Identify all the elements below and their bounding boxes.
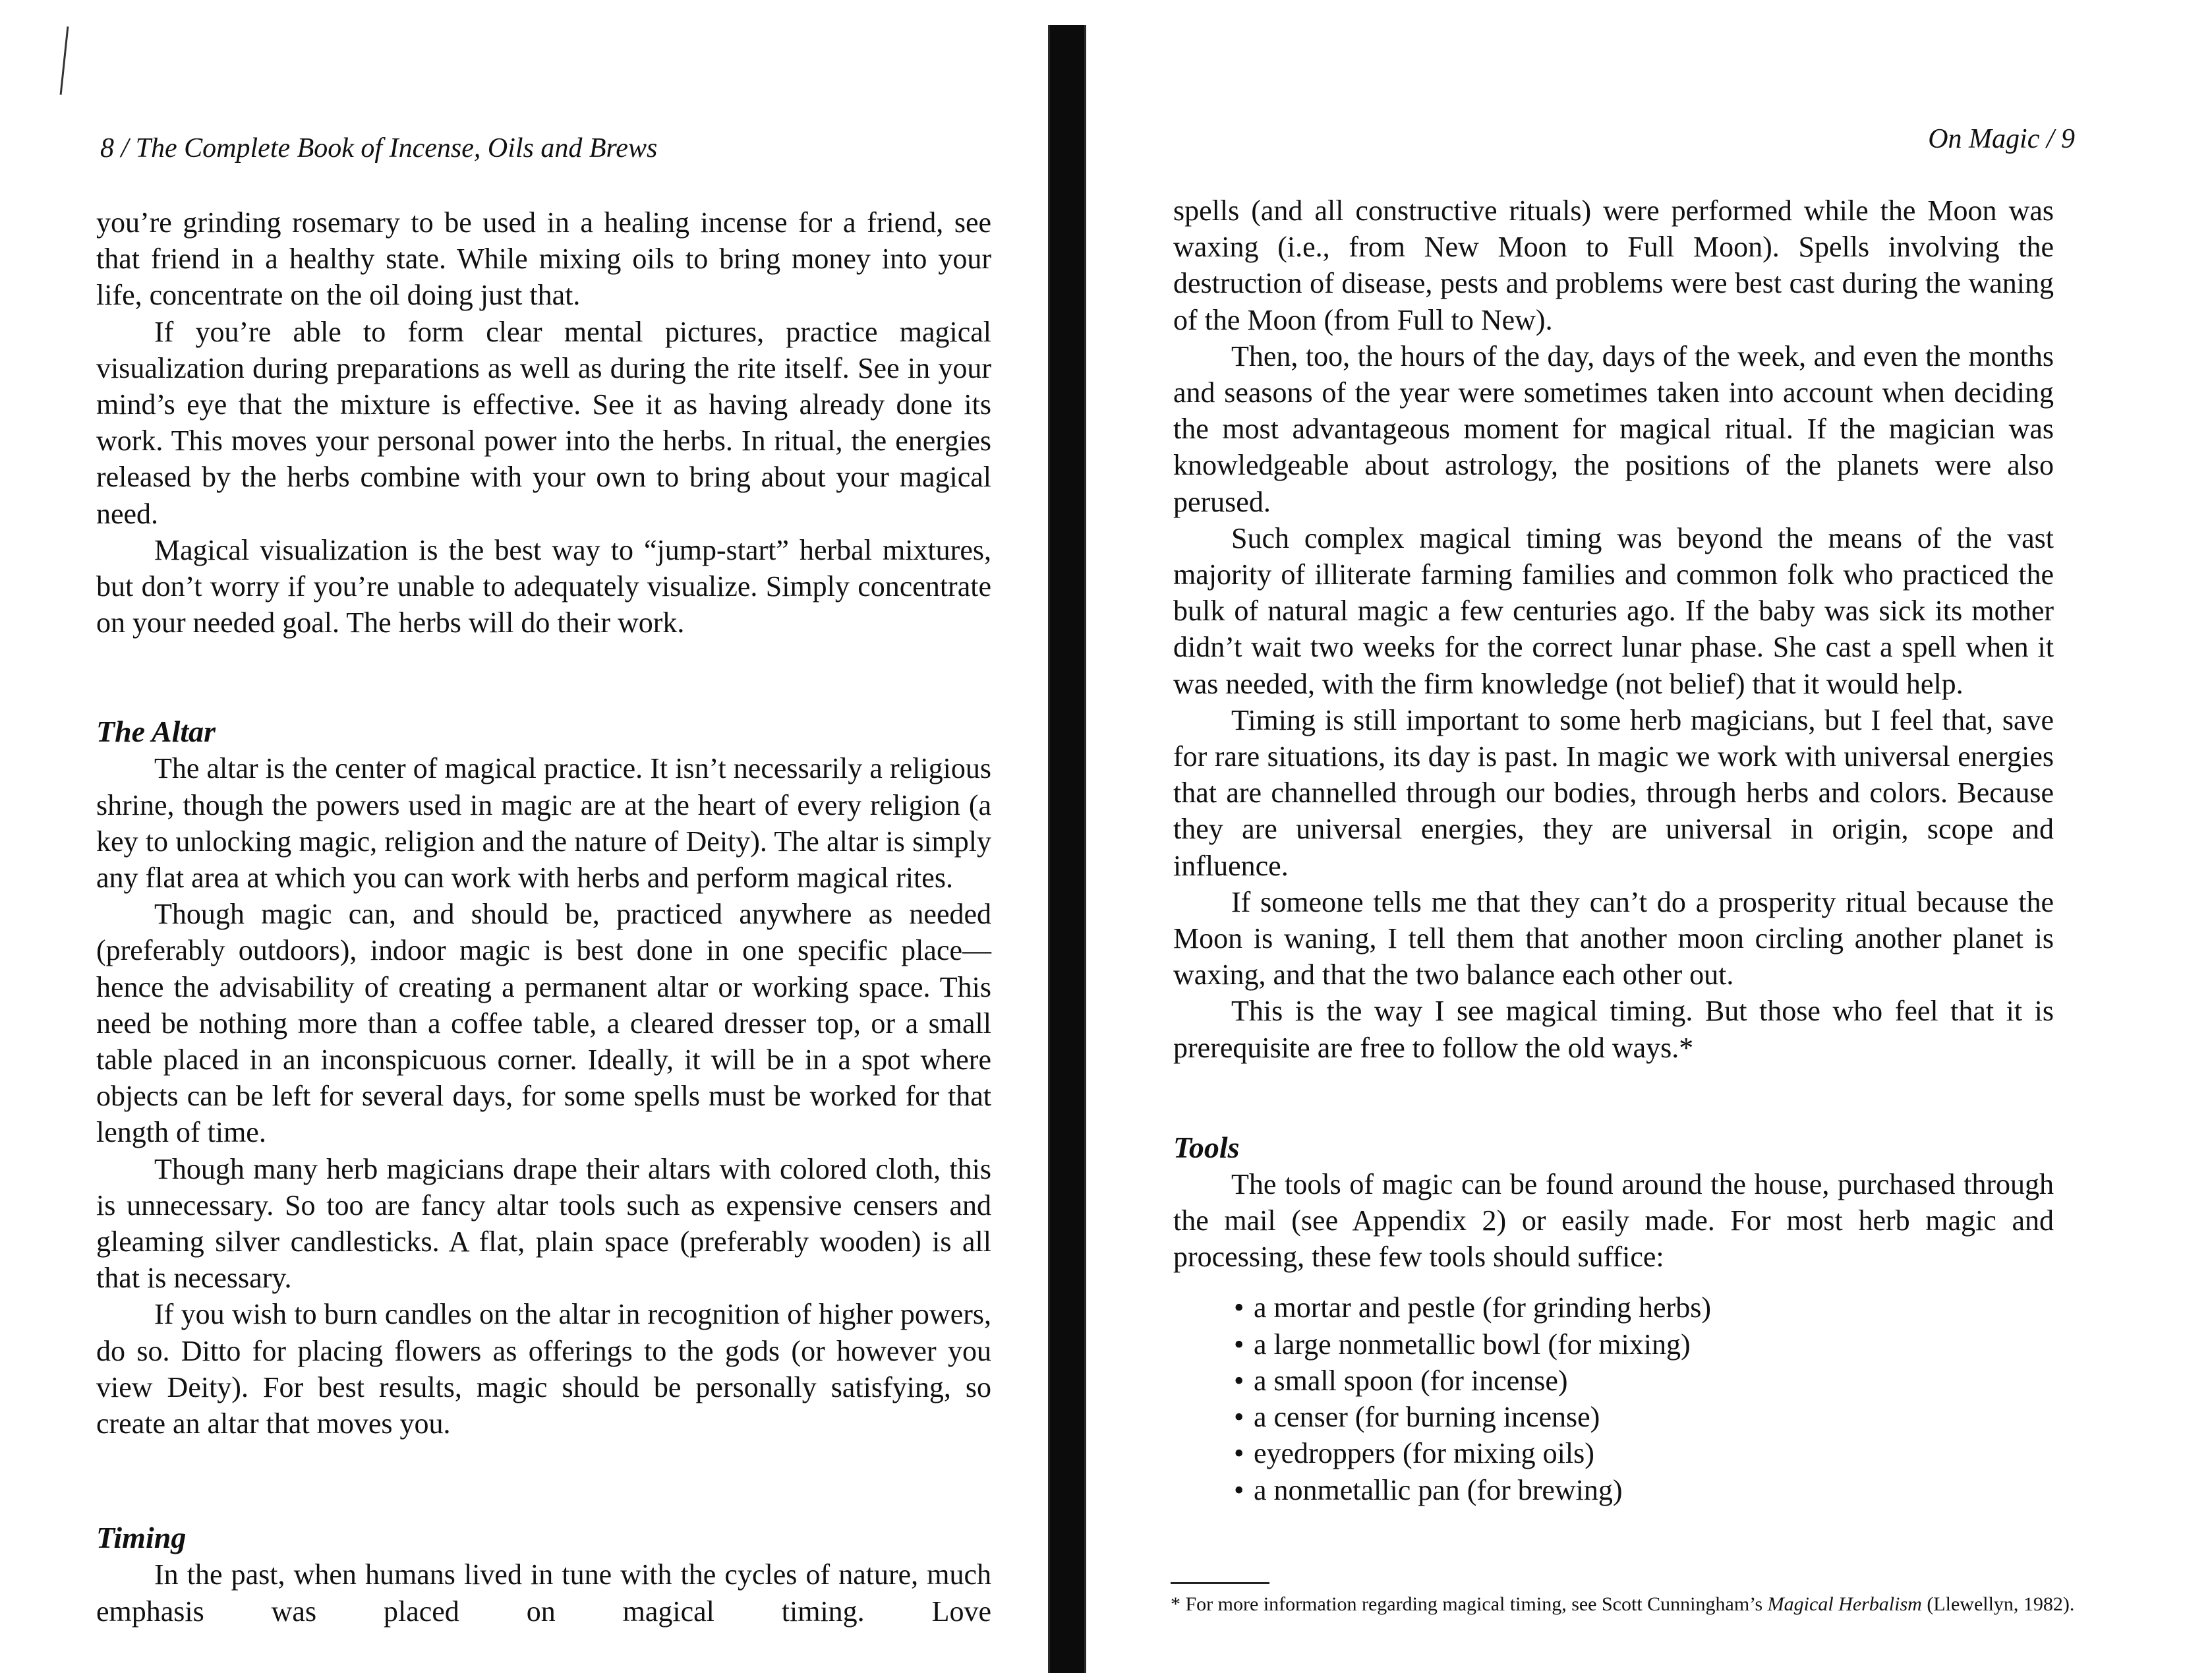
paragraph: Such complex magical timing was beyond the means of the vast majority of illiterate farming families and common folk who practiced the bulk of natural magic a few centuries ago. If the baby was sick its mother didn’t wait two weeks for the correct lunar phase. She cast a spell when it was needed, with the firm knowledge (not belief) that it would help. (1173, 521, 2054, 700)
footnote-rule (1171, 1582, 1269, 1584)
bullet-icon: • (1234, 1401, 1244, 1434)
section-heading-tools: Tools (1173, 1130, 1240, 1164)
list-item: • eyedroppers (for mixing oils) (1234, 1435, 2054, 1471)
paragraph: This is the way I see magical timing. But those who feel that it is prerequisite are free to follow the old ways.* (1173, 995, 2054, 1064)
footnote: * For more information regarding magical timing, see Scott Cunningham’s Magical Herbalism (Llewellyn, 1982). (1171, 1591, 2093, 1618)
list-item: • a large nonmetallic bowl (for mixing) (1234, 1326, 2054, 1363)
paragraph: Then, too, the hours of the day, days of the week, and even the months and seasons of the year were sometimes taken into account when deciding the most advantageous moment for magical ritual. If the magician was knowledgeable about astrology, the positions of the planets were also perused. (1173, 339, 2054, 518)
paragraph: If someone tells me that they can’t do a prosperity ritual because the Moon is waning, I tell them that another moon circling another planet is waxing, and that the two balance each other out. (1173, 885, 2054, 991)
left-running-header: 8 / The Complete Book of Incense, Oils and Brews (100, 133, 658, 163)
left-page (0, 0, 1055, 1677)
bullet-icon: • (1234, 1328, 1244, 1361)
paragraph: The tools of magic can be found around the house, purchased through the mail (see Appendix 2) or easily made. For most herb magic and processing, these few tools should suffice: (1173, 1167, 2054, 1274)
paragraph: Timing is still important to some herb magicians, but I feel that, save for rare situations, its day is past. In magic we work with universal energies that are channelled through our bodies, through herbs and colors. Because they are universal energies, they are universal in origin, scope and influence. (1173, 703, 2054, 882)
paragraph: Magical visualization is the best way to “jump-start” herbal mixtures, but don’t worry if you’re unable to adequately visualize. Simply concentrate on your needed goal. The herbs will do their work. (96, 533, 991, 639)
bullet-icon: • (1234, 1364, 1244, 1397)
paragraph: Though many herb magicians drape their altars with colored cloth, this is unnecessary. So too are fancy altar tools such as expensive censers and gleaming silver candlesticks. A flat, plain space (preferably wooden) is all that is necessary. (96, 1152, 991, 1295)
paragraph: spells (and all constructive rituals) were performed while the Moon was waxing (i.e., from New Moon to Full Moon). Spells involving the destruction of disease, pests and problems were best cast during the waning of the Moon (from Full to New). (1173, 194, 2054, 336)
list-item: • a censer (for burning incense) (1234, 1399, 2054, 1435)
paragraph: If you wish to burn candles on the altar in recognition of higher powers, do so. Ditto for placing flowers as offerings to the gods (or however you view Deity). For best results, magic should be personally satisfying, so create an altar that moves you. (96, 1298, 991, 1440)
paragraph: If you’re able to form clear mental pictures, practice magical visualization during preparations as well as during the rite itself. See in your mind’s eye that the mixture is effective. See it as having already done its work. This moves your personal power into the herbs. In ritual, the energies released by the herbs combine with your own to bring about your magical need. (96, 315, 991, 530)
list-item: • a small spoon (for incense) (1234, 1363, 2054, 1399)
tools-list (1173, 1289, 2054, 1508)
paragraph: In the past, when humans lived in tune with the cycles of nature, much emphasis was placed on magical timing. Love (96, 1558, 991, 1628)
bullet-icon: • (1234, 1437, 1244, 1470)
paragraph: Though magic can, and should be, practiced anywhere as needed (preferably outdoors), indoor magic is best done in one specific place—hence the advisability of creating a permanent altar or working space. This need be nothing more than a coffee table, a cleared dresser top, or a small table placed in an inconspicuous corner. Ideally, it will be in a spot where objects can be left for several days, for some spells must be worked for that length of time. (96, 898, 991, 1149)
bullet-icon: • (1234, 1291, 1244, 1324)
section-heading-timing: Timing (96, 1521, 187, 1555)
footnote-book-title: Magical Herbalism (1767, 1593, 1922, 1615)
right-page (1055, 0, 2212, 1677)
right-running-header: On Magic / 9 (1928, 124, 2075, 154)
section-heading-altar: The Altar (96, 715, 216, 749)
list-item: • a mortar and pestle (for grinding herbs) (1234, 1289, 2054, 1326)
right-text-column (1173, 192, 2054, 1508)
paragraph: The altar is the center of magical practice. It isn’t necessarily a religious shrine, though the powers used in magic are at the heart of every religion (a key to unlocking magic, religion and the nature of Deity). The altar is simply any flat area at which you can work with herbs and perform magical rites. (96, 752, 991, 895)
bullet-icon: • (1234, 1473, 1244, 1506)
left-text-column (96, 204, 991, 1630)
list-item: • a nonmetallic pan (for brewing) (1234, 1472, 2054, 1508)
paragraph: you’re grinding rosemary to be used in a healing incense for a friend, see that friend in a healthy state. While mixing oils to bring money into your life, concentrate on the oil doing just that. (96, 206, 991, 312)
